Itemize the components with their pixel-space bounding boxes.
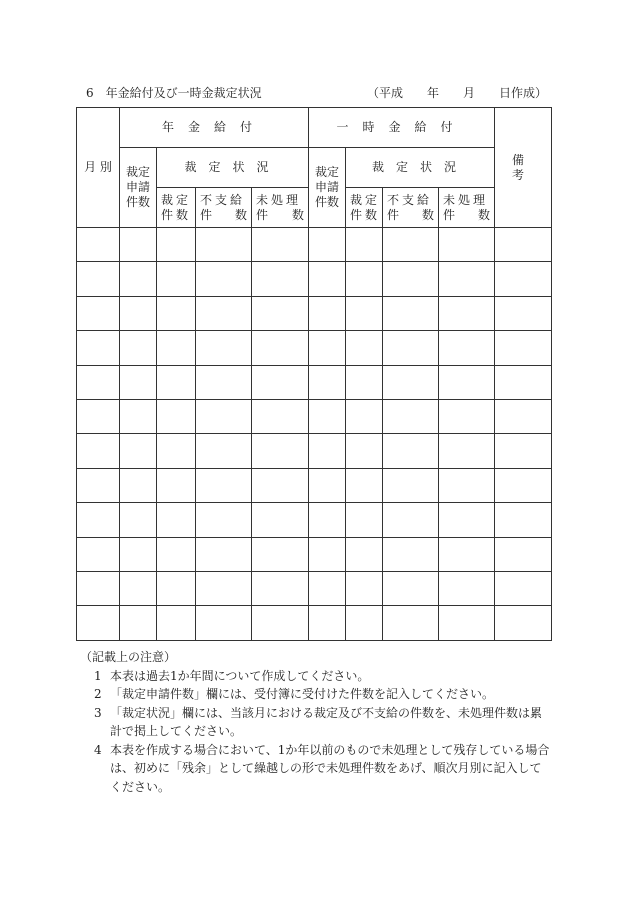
table-cell[interactable] <box>383 434 439 468</box>
adjudication-status-table <box>76 107 557 641</box>
header-decided-count <box>157 188 196 228</box>
note-number: 2 <box>94 687 102 701</box>
table-cell[interactable] <box>346 228 383 262</box>
table-cell[interactable] <box>346 365 383 399</box>
table-cell[interactable] <box>120 296 157 330</box>
table-row <box>77 537 552 571</box>
table-cell[interactable] <box>309 262 346 296</box>
header-status: 裁定状況 <box>157 148 309 188</box>
table-cell[interactable] <box>157 296 196 330</box>
table-cell[interactable] <box>495 434 552 468</box>
table-cell[interactable] <box>495 228 552 262</box>
table-cell[interactable] <box>77 228 120 262</box>
table-cell[interactable] <box>346 537 383 571</box>
table-cell[interactable] <box>120 262 157 296</box>
table-cell[interactable] <box>383 503 439 537</box>
table-row <box>77 228 552 262</box>
header-applications: 裁定 申請 件数 <box>309 148 346 228</box>
header-lump-sum-benefits: 一時金給付 <box>309 108 495 148</box>
label: 件 <box>200 207 213 222</box>
header-pending-count <box>439 188 495 228</box>
table-cell[interactable] <box>383 296 439 330</box>
header-pension-benefits: 年金給付 <box>120 108 309 148</box>
table-cell[interactable] <box>77 296 120 330</box>
table-cell[interactable] <box>439 434 495 468</box>
note-item <box>80 667 550 686</box>
label: 未処理 <box>256 192 302 207</box>
label: 数 <box>478 207 491 222</box>
note-item <box>80 704 550 741</box>
table-cell[interactable] <box>495 503 552 537</box>
label: 未処理 <box>443 192 489 207</box>
table-cell[interactable] <box>309 503 346 537</box>
table-cell[interactable] <box>495 331 552 365</box>
table-cell[interactable] <box>346 606 383 640</box>
note-item <box>80 741 550 797</box>
table-cell[interactable] <box>157 365 196 399</box>
table-row <box>77 468 552 502</box>
notes-section <box>80 648 550 796</box>
table-cell[interactable] <box>309 331 346 365</box>
table-cell[interactable] <box>157 537 196 571</box>
table-cell[interactable] <box>120 331 157 365</box>
table-cell[interactable] <box>120 365 157 399</box>
header-non-payment-count <box>196 188 252 228</box>
label: 数 <box>422 207 435 222</box>
table-cell[interactable] <box>120 606 157 640</box>
table-cell[interactable] <box>383 365 439 399</box>
table-cell[interactable] <box>309 434 346 468</box>
table-cell[interactable] <box>346 468 383 502</box>
table-cell[interactable] <box>196 606 252 640</box>
table-cell[interactable] <box>346 296 383 330</box>
table-cell[interactable] <box>252 365 309 399</box>
header-non-payment-count <box>383 188 439 228</box>
table-row <box>77 365 552 399</box>
table-cell[interactable] <box>439 537 495 571</box>
note-text: 「裁定申請件数」欄には、受付簿に受付けた件数を記入してください。 <box>110 687 495 701</box>
table-cell[interactable] <box>383 331 439 365</box>
table-cell[interactable] <box>196 228 252 262</box>
notes-heading: （記載上の注意） <box>80 650 177 664</box>
table-cell[interactable] <box>77 434 120 468</box>
table-cell[interactable] <box>252 262 309 296</box>
table-cell[interactable] <box>120 228 157 262</box>
creation-date-line: （平成 年 月 日作成） <box>367 86 548 100</box>
header-status: 裁定状況 <box>346 148 495 188</box>
table-row <box>77 399 552 433</box>
table-cell[interactable] <box>157 262 196 296</box>
label: 裁定 <box>350 192 381 207</box>
table-row <box>77 503 552 537</box>
table-cell[interactable] <box>252 228 309 262</box>
table-cell[interactable] <box>77 399 120 433</box>
table-cell[interactable] <box>196 331 252 365</box>
header-pending-count <box>252 188 309 228</box>
label: 裁定 <box>161 192 192 207</box>
table-cell[interactable] <box>309 537 346 571</box>
table-cell[interactable] <box>196 468 252 502</box>
table-cell[interactable] <box>252 571 309 605</box>
table-cell[interactable] <box>495 571 552 605</box>
table-cell[interactable] <box>252 331 309 365</box>
note-number: 3 <box>94 705 102 720</box>
table-cell[interactable] <box>309 228 346 262</box>
table-cell[interactable] <box>157 606 196 640</box>
table-cell[interactable] <box>495 262 552 296</box>
table-cell[interactable] <box>157 228 196 262</box>
note-text: 本表は過去1か年間について作成してください。 <box>110 668 370 683</box>
label: 件数 <box>350 207 381 222</box>
table-cell[interactable] <box>157 399 196 433</box>
table-cell[interactable] <box>439 399 495 433</box>
table-cell[interactable] <box>252 606 309 640</box>
table-cell[interactable] <box>120 503 157 537</box>
table-cell[interactable] <box>439 468 495 502</box>
label: 件 <box>443 207 456 222</box>
table-cell[interactable] <box>120 399 157 433</box>
table-cell[interactable] <box>383 571 439 605</box>
table-cell[interactable] <box>309 399 346 433</box>
table-cell[interactable] <box>77 606 120 640</box>
table-cell[interactable] <box>495 399 552 433</box>
table-cell[interactable] <box>346 571 383 605</box>
table-cell[interactable] <box>495 365 552 399</box>
table-cell[interactable] <box>439 606 495 640</box>
table-cell[interactable] <box>196 262 252 296</box>
table-cell[interactable] <box>346 434 383 468</box>
table-row <box>77 331 552 365</box>
header-month: 月 別 <box>77 108 120 228</box>
table-cell[interactable] <box>252 296 309 330</box>
table-cell[interactable] <box>495 606 552 640</box>
table-cell[interactable] <box>495 537 552 571</box>
table-row <box>77 571 552 605</box>
table-cell[interactable] <box>383 262 439 296</box>
label: 数 <box>292 207 305 222</box>
table-cell[interactable] <box>157 468 196 502</box>
table-cell[interactable] <box>346 331 383 365</box>
table-cell[interactable] <box>309 468 346 502</box>
table-cell[interactable] <box>77 468 120 502</box>
table-cell[interactable] <box>252 434 309 468</box>
document-title: 6 年金給付及び一時金裁定状況 <box>86 86 262 100</box>
table-cell[interactable] <box>120 571 157 605</box>
table-cell[interactable] <box>157 571 196 605</box>
table-cell[interactable] <box>196 571 252 605</box>
table-cell[interactable] <box>77 503 120 537</box>
table-row <box>77 434 552 468</box>
table-cell[interactable] <box>383 468 439 502</box>
table-cell[interactable] <box>439 503 495 537</box>
table-cell[interactable] <box>196 503 252 537</box>
table-cell[interactable] <box>196 296 252 330</box>
header-decided-count <box>346 188 383 228</box>
table-cell[interactable] <box>309 571 346 605</box>
table-cell[interactable] <box>77 537 120 571</box>
table-cell[interactable] <box>439 262 495 296</box>
table-cell[interactable] <box>439 331 495 365</box>
note-number: 4 <box>94 742 102 757</box>
label: 件数 <box>161 207 192 222</box>
table-cell[interactable] <box>346 503 383 537</box>
table-row <box>77 296 552 330</box>
table-cell[interactable] <box>309 365 346 399</box>
label: 件 <box>387 207 400 222</box>
table-cell[interactable] <box>77 365 120 399</box>
table-cell[interactable] <box>439 296 495 330</box>
table-cell[interactable] <box>77 571 120 605</box>
table-cell[interactable] <box>495 468 552 502</box>
table-cell[interactable] <box>383 228 439 262</box>
table-cell[interactable] <box>252 468 309 502</box>
table-cell[interactable] <box>346 262 383 296</box>
table-cell[interactable] <box>383 537 439 571</box>
table-row <box>77 606 552 640</box>
table-cell[interactable] <box>252 537 309 571</box>
note-text: 「裁定状況」欄には、当該月における裁定及び不支給の件数を、未処理件数は累計で掲上してください。 <box>110 705 543 738</box>
table-cell[interactable] <box>383 399 439 433</box>
table-cell[interactable] <box>196 537 252 571</box>
table-cell[interactable] <box>77 262 120 296</box>
table-cell[interactable] <box>77 331 120 365</box>
table-cell[interactable] <box>252 503 309 537</box>
table-cell[interactable] <box>495 296 552 330</box>
label: 件 <box>256 207 269 222</box>
note-item <box>80 685 550 704</box>
table-cell[interactable] <box>120 434 157 468</box>
table-cell[interactable] <box>439 571 495 605</box>
table-cell[interactable] <box>120 468 157 502</box>
note-number: 1 <box>94 668 102 683</box>
table-cell[interactable] <box>309 606 346 640</box>
table-cell[interactable] <box>439 365 495 399</box>
table-cell[interactable] <box>196 399 252 433</box>
table-cell[interactable] <box>157 503 196 537</box>
header-remarks: 備 考 <box>495 108 552 228</box>
table-cell[interactable] <box>252 399 309 433</box>
table-cell[interactable] <box>346 399 383 433</box>
table-cell[interactable] <box>157 331 196 365</box>
header-applications: 裁定 申請 件数 <box>120 148 157 228</box>
table-cell[interactable] <box>439 228 495 262</box>
label: 不支給 <box>387 192 433 207</box>
table-cell[interactable] <box>383 606 439 640</box>
table-row <box>77 262 552 296</box>
table-cell[interactable] <box>196 434 252 468</box>
table-cell[interactable] <box>157 434 196 468</box>
label: 数 <box>234 207 247 222</box>
table-cell[interactable] <box>120 537 157 571</box>
note-text: 本表を作成する場合において、1か年以前のもので未処理として残存している場合は、初めに「残余」として繰越しの形で未処理件数をあげ、順次月別に記入してください。 <box>110 742 550 794</box>
label: 不支給 <box>200 192 246 207</box>
table-cell[interactable] <box>196 365 252 399</box>
table-cell[interactable] <box>309 296 346 330</box>
